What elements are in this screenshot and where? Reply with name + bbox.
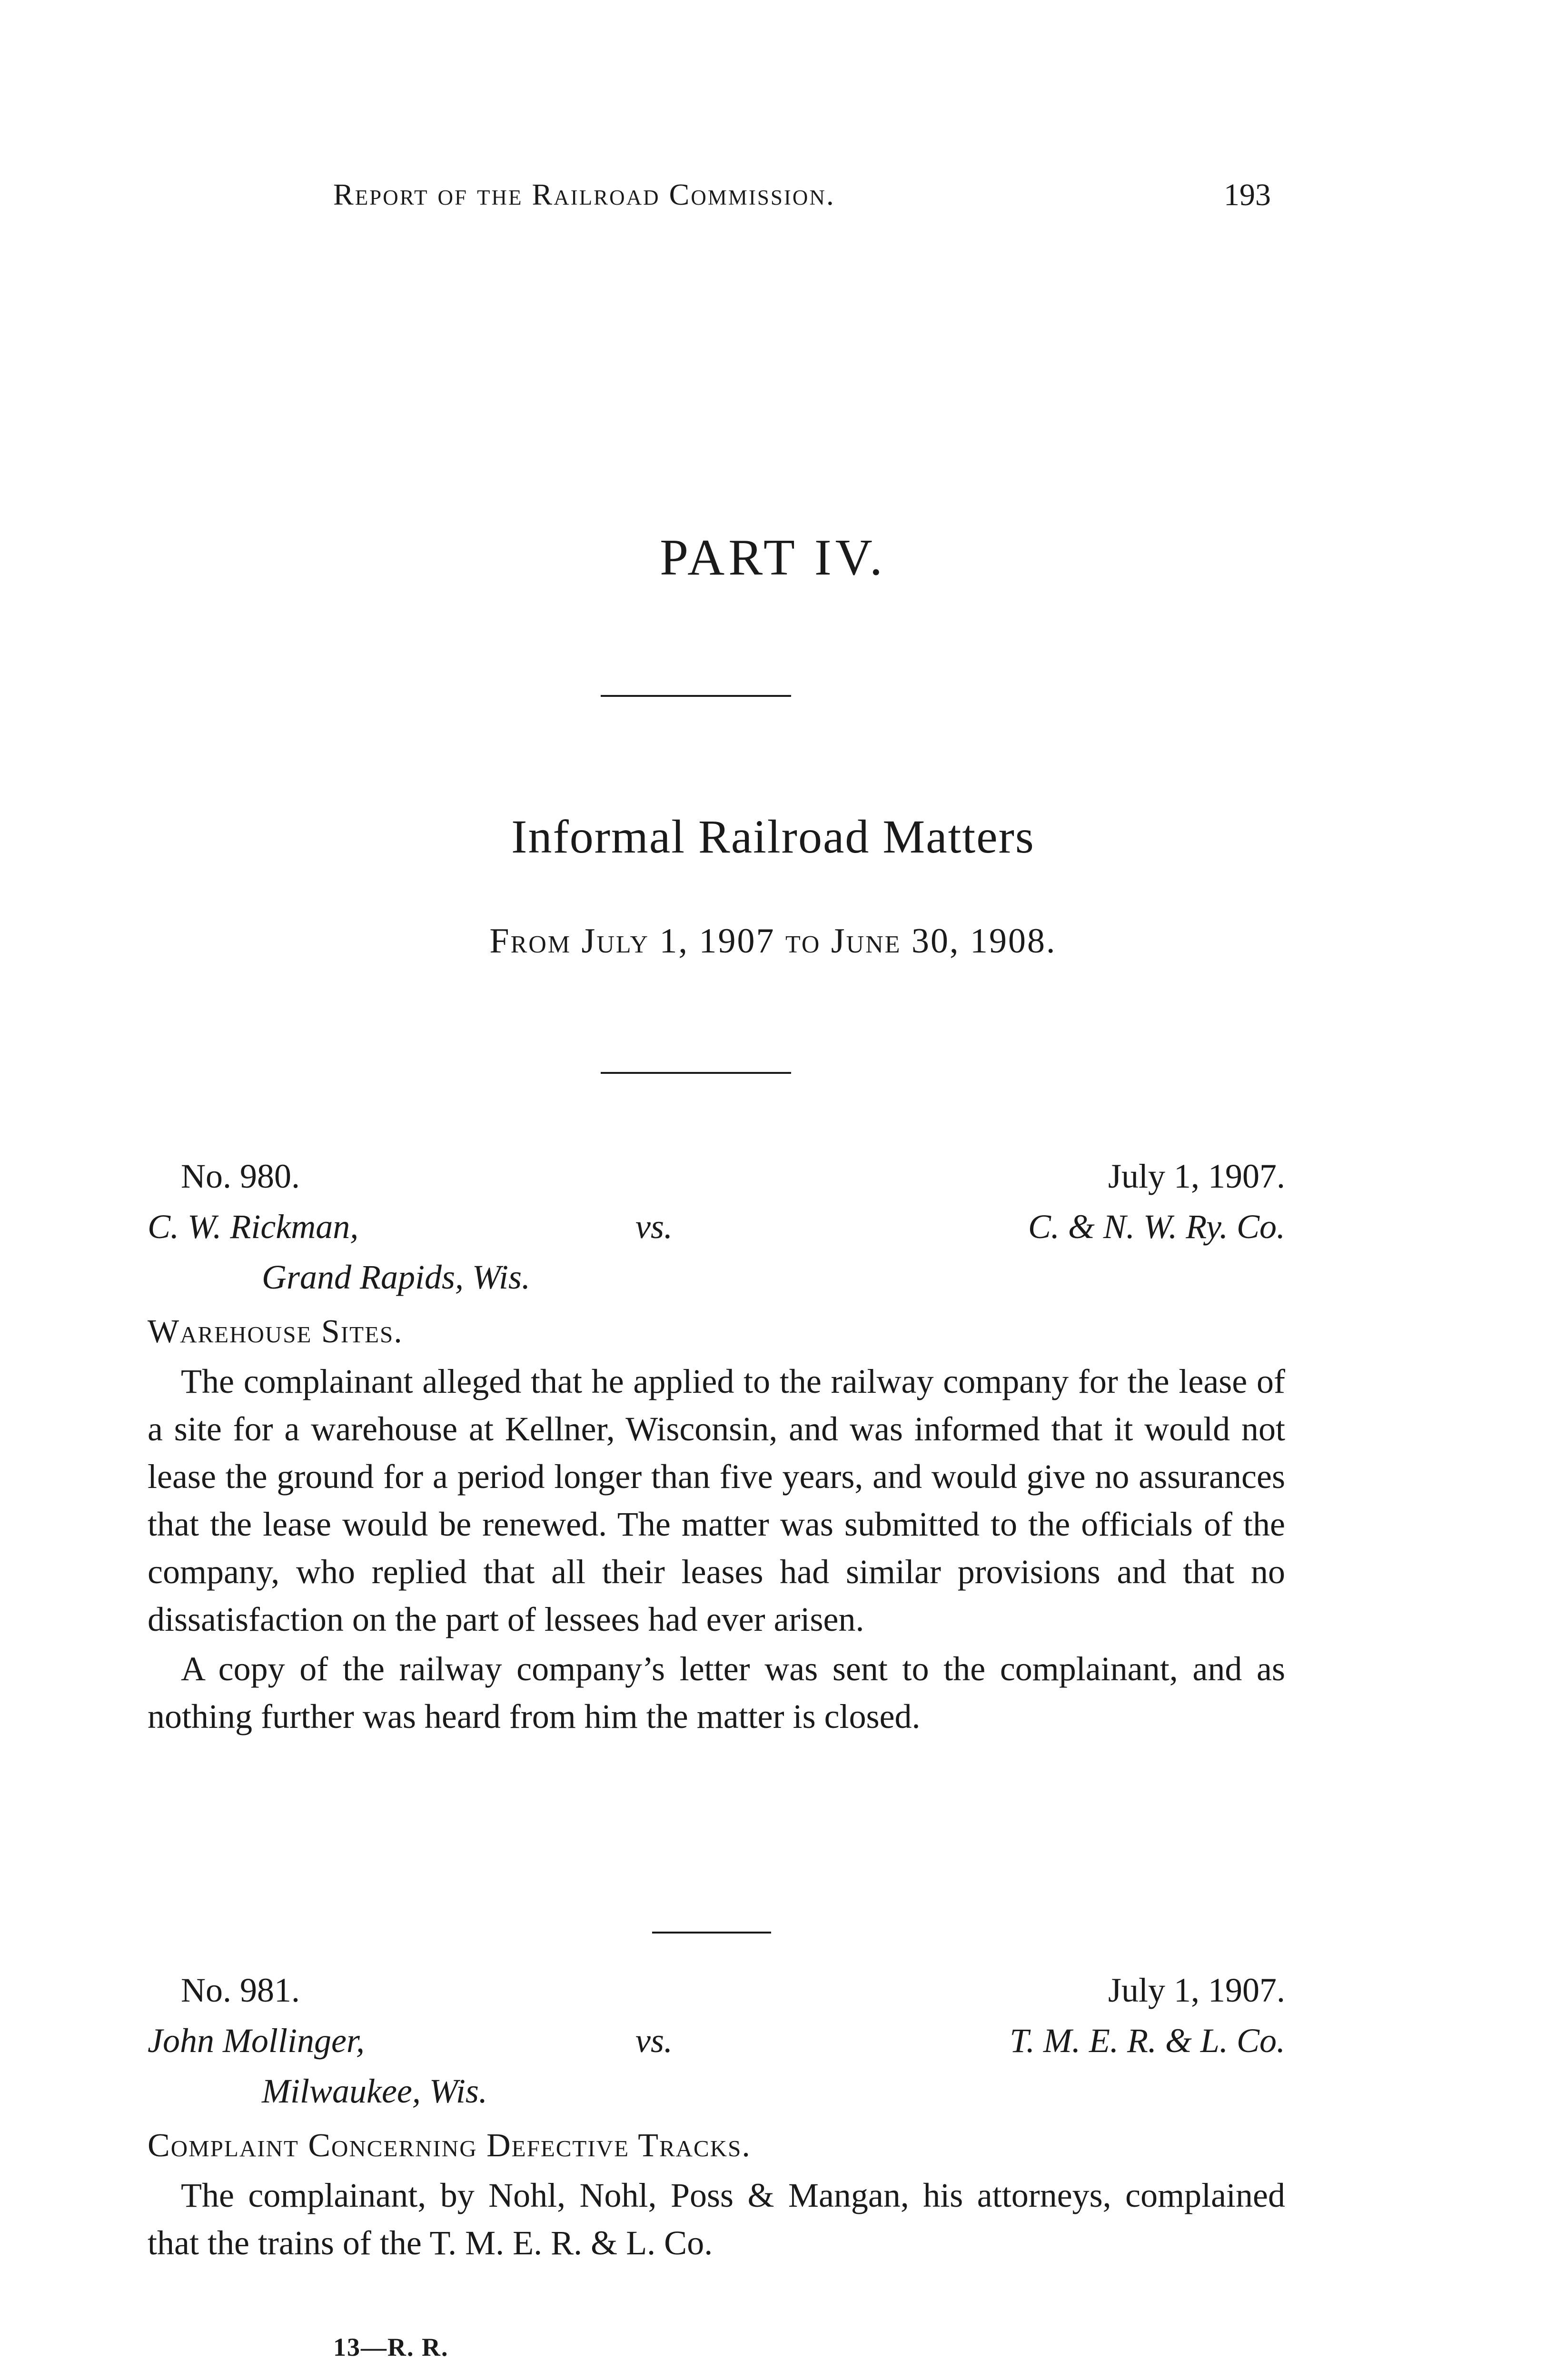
case-number: No. 980. (181, 1157, 300, 1195)
case-number: No. 981. (181, 1971, 300, 2009)
versus-label: vs. (635, 2022, 673, 2060)
divider-rule (652, 1932, 771, 1934)
complainant-name: John Mollinger, (148, 2022, 365, 2060)
running-title: Report of the Railroad Commission. (333, 178, 835, 211)
section-title: Informal Railroad Matters (511, 810, 1035, 863)
case-entry (148, 1157, 1285, 1740)
case-paragraph: The complainant, by Nohl, Nohl, Poss & Mangan, his attorneys, complained that the trains of the T. M. E. R. & L. Co. (148, 2176, 1285, 2262)
case-location-row (148, 1258, 1285, 1308)
case-date: July 1, 1907. (1108, 1157, 1285, 1195)
case-parties-row (148, 1207, 1285, 1258)
respondent-name: C. & N. W. Ry. Co. (1028, 1208, 1285, 1246)
complainant-name: C. W. Rickman, (148, 1208, 359, 1246)
case-subject: Complaint Concerning Defective Tracks. (148, 2127, 751, 2164)
case-number-row (148, 1157, 1285, 1207)
running-head (333, 177, 1271, 225)
case-location-row (148, 2072, 1285, 2122)
part-heading: PART IV. (660, 529, 886, 586)
divider-rule (601, 695, 791, 697)
date-range: From July 1, 1907 to June 30, 1908. (489, 922, 1057, 961)
case-subject: Warehouse Sites. (148, 1313, 403, 1350)
case-paragraph: The complainant alleged that he applied to the railway company for the lease of a site for a warehouse at Kellner, Wisconsin, and was informed that it would not lease the ground for a period longer than five years, and would give no assurances that the lease would be renewed. The matter was submitted to the officials of the company, who replied that all their leases had similar provisions and that no dissatisfaction on the part of lessees had ever arisen. (148, 1362, 1285, 1638)
case-parties-row (148, 2021, 1285, 2072)
case-entry (148, 1971, 1285, 2267)
page-number: 193 (1224, 178, 1271, 212)
complainant-location: Milwaukee, Wis. (262, 2072, 487, 2110)
versus-label: vs. (635, 1208, 673, 1246)
divider-rule (601, 1072, 791, 1074)
case-number-row (148, 1971, 1285, 2021)
complainant-location: Grand Rapids, Wis. (262, 1258, 531, 1296)
signature-mark: 13—R. R. (333, 2333, 449, 2361)
case-date: July 1, 1907. (1108, 1971, 1285, 2009)
respondent-name: T. M. E. R. & L. Co. (1010, 2022, 1285, 2060)
case-paragraph: A copy of the railway company’s letter was sent to the complainant, and as nothing further was heard from him the matter is closed. (148, 1650, 1285, 1735)
